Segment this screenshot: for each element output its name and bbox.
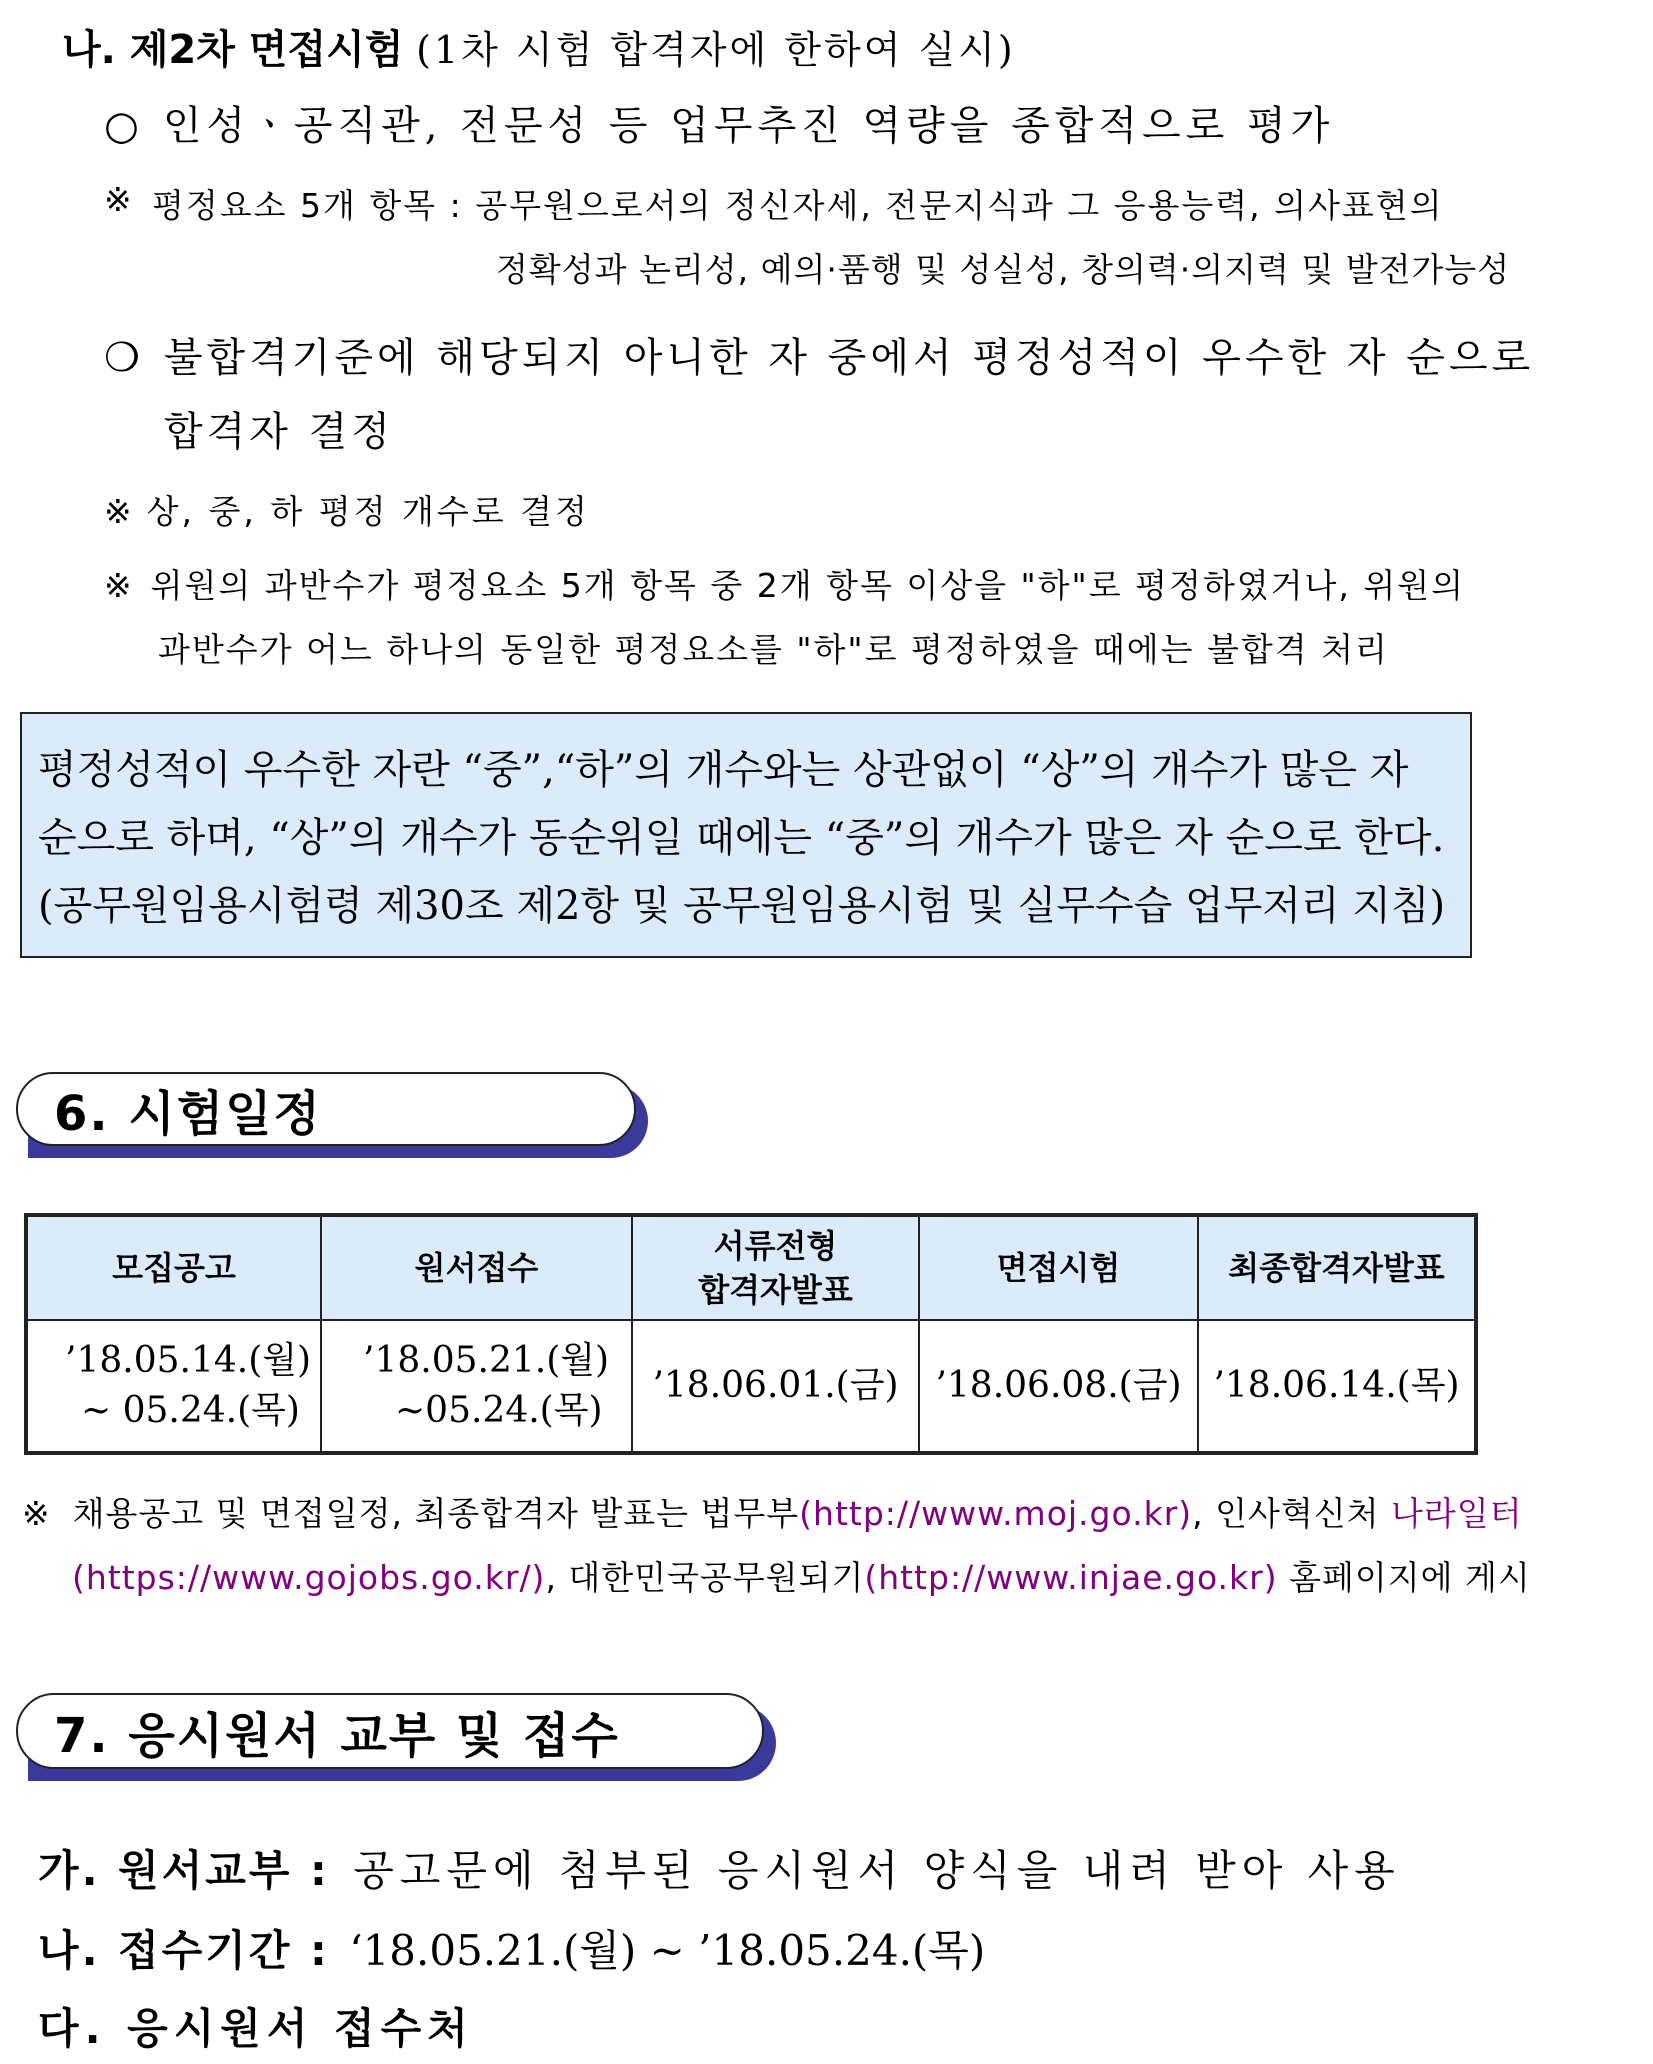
cell-interview: ’18.06.08.(금) xyxy=(919,1320,1198,1453)
bullet-selection xyxy=(104,326,1534,383)
header-final-result: 최종합격자발표 xyxy=(1198,1215,1476,1320)
note-criteria-line1: 평정요소 5개 항목 : 공무원으로서의 정신자세, 전문지식과 그 응용능력, 의사표현의 xyxy=(152,186,1444,225)
interview-heading xyxy=(62,18,1016,75)
notice-text-1: 채용공고 및 면접일정, 최종합격자 발표는 법무부 xyxy=(72,1494,800,1533)
header-interview: 면접시험 xyxy=(919,1215,1198,1320)
schedule-notice-line2 xyxy=(72,1552,1531,1599)
info-box-line1: 평정성적이 우수한 자란 “중”,“하”의 개수와는 상관없이 “상”의 개수가 많은 자 xyxy=(38,747,1409,793)
section7-title: 7. 응시원서 교부 및 접수 xyxy=(16,1693,764,1769)
bullet-ring-icon: ❍ xyxy=(104,335,144,381)
application-period-text: ‘18.05.21.(월) ~ ’18.05.24.(목) xyxy=(349,1926,986,1975)
application-place-label: 다. 응시원서 접수처 xyxy=(38,2004,474,2053)
cell-application xyxy=(321,1320,632,1453)
note-fail-rule-line1: 위원의 과반수가 평정요소 5개 항목 중 2개 항목 이상을 "하"로 평정하였거나, 위원의 xyxy=(150,566,1465,605)
schedule-date-row xyxy=(26,1320,1476,1453)
bullet-circle-icon: ○ xyxy=(104,103,143,149)
section6-header xyxy=(16,1072,636,1146)
cell-document-result: ’18.06.01.(금) xyxy=(632,1320,919,1453)
cell-recruit-notice-end: ~ 05.24.(목) xyxy=(81,1390,300,1431)
application-distribution-text: 공고문에 첨부된 응시원서 양식을 내려 받아 사용 xyxy=(353,1846,1401,1895)
narailter-link[interactable]: 나라일터 xyxy=(1391,1494,1523,1533)
header-document-result xyxy=(632,1215,919,1320)
application-period xyxy=(38,1918,985,1978)
injae-link[interactable]: (http://www.injae.go.kr) xyxy=(864,1558,1278,1597)
gojobs-link[interactable]: (https://www.gojobs.go.kr/) xyxy=(72,1558,546,1597)
header-recruit-notice: 모집공고 xyxy=(26,1215,321,1320)
note-grade-count xyxy=(104,486,590,533)
note-fail-rule-line2: 과반수가 어느 하나의 동일한 평정요소를 "하"로 평정하였을 때에는 불합격 처리 xyxy=(158,630,1389,669)
interview-heading-label: 나. 제2차 면접시험 xyxy=(62,27,404,73)
cell-recruit-notice xyxy=(26,1320,321,1453)
note-grade-count-text: 상, 중, 하 평정 개수로 결정 xyxy=(146,492,590,531)
header-application: 원서접수 xyxy=(321,1215,632,1320)
interview-heading-note: (1차 시험 합격자에 한하여 실시) xyxy=(416,28,1016,72)
note-fail-rule xyxy=(104,560,1465,607)
schedule-notice-line1 xyxy=(22,1488,1523,1535)
application-distribution xyxy=(38,1838,1401,1898)
note-mark-icon: ※ xyxy=(22,1494,51,1533)
cell-application-start: ’18.05.21.(월) xyxy=(363,1340,610,1381)
moj-link[interactable]: (http://www.moj.go.kr) xyxy=(799,1494,1193,1533)
application-period-label: 나. 접수기간 : xyxy=(38,1926,330,1975)
bullet-selection-line1: 불합격기준에 해당되지 아니한 자 중에서 평정성적이 우수한 자 순으로 xyxy=(163,335,1535,381)
cell-final-result: ’18.06.14.(목) xyxy=(1198,1320,1476,1453)
info-box xyxy=(20,712,1472,958)
application-place xyxy=(38,1996,474,2056)
info-box-line3: (공무원임용시험령 제30조 제2항 및 공무원임용시험 및 실무수습 업무저리 지침) xyxy=(38,883,1446,929)
note-mark-icon: ※ xyxy=(104,566,133,605)
note-criteria xyxy=(104,180,1454,227)
bullet-selection-line2: 합격자 결정 xyxy=(164,409,394,455)
cell-application-end: ~05.24.(목) xyxy=(395,1390,603,1431)
note-mark-icon: ※ xyxy=(104,180,133,219)
header-document-result-line1: 서류전형 xyxy=(713,1227,838,1265)
schedule-header-row xyxy=(26,1215,1476,1320)
info-box-line2: 순으로 하며, “상”의 개수가 동순위일 때에는 “중”의 개수가 많은 자 순으로 한다. xyxy=(38,815,1445,861)
note-criteria-line2: 정확성과 논리성, 예의·품행 및 성실성, 창의력·의지력 및 발전가능성 xyxy=(496,250,1511,289)
section7-header xyxy=(16,1693,764,1769)
bullet-evaluation xyxy=(104,94,1334,151)
cell-recruit-notice-start: ’18.05.14.(월) xyxy=(65,1340,312,1381)
bullet-evaluation-text: 인성ㆍ공직관, 전문성 등 업무추진 역량을 종합적으로 평가 xyxy=(162,103,1335,149)
section6-title: 6. 시험일정 xyxy=(16,1072,636,1146)
header-document-result-line2: 합격자발표 xyxy=(698,1271,853,1309)
note-mark-icon: ※ xyxy=(104,492,133,531)
notice-text-2: , 인사혁신처 xyxy=(1192,1494,1392,1533)
schedule-table xyxy=(24,1213,1478,1455)
notice-text-3: , 대한민국공무원되기 xyxy=(545,1558,865,1597)
notice-text-4: 홈페이지에 게시 xyxy=(1277,1558,1531,1597)
application-distribution-label: 가. 원서교부 : xyxy=(38,1846,330,1895)
